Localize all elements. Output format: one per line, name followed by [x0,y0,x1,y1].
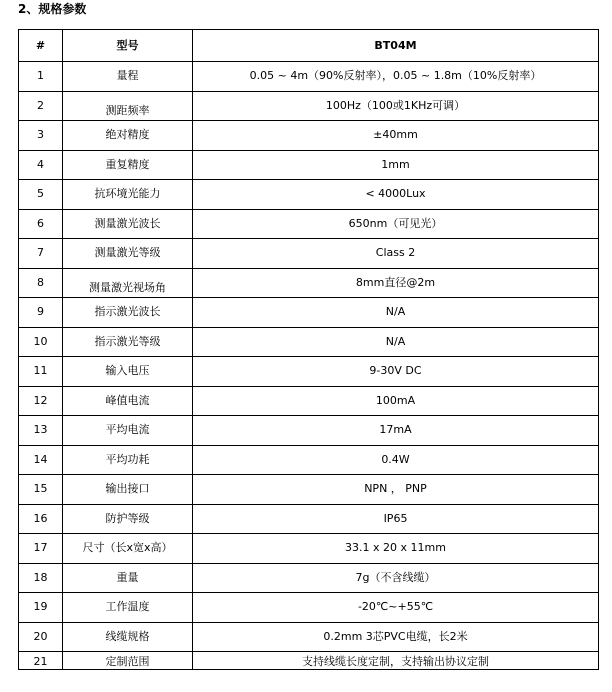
row-name: 指示激光等级 [63,327,193,357]
row-name: 指示激光波长 [63,298,193,328]
row-value: 100Hz（100或1KHz可调） [193,91,599,121]
row-value: < 4000Lux [193,180,599,210]
row-name: 绝对精度 [63,121,193,151]
row-name: 峰值电流 [63,386,193,416]
header-index: # [19,30,63,62]
row-name: 定制范围 [63,652,193,670]
row-name: 尺寸（长x宽x高） [63,534,193,564]
table-header-row [19,30,599,62]
table-row [19,416,599,446]
row-value: 1mm [193,150,599,180]
table-row [19,239,599,269]
table-row [19,475,599,505]
row-value: 支持线缆长度定制，支持输出协议定制 [193,652,599,670]
table-row [19,327,599,357]
row-name: 输入电压 [63,357,193,387]
row-index: 19 [19,593,63,623]
table-row [19,121,599,151]
table-row [19,386,599,416]
row-value: 17mA [193,416,599,446]
row-index: 5 [19,180,63,210]
row-value: N/A [193,327,599,357]
row-value: 8mm直径@2m [193,268,599,298]
row-value: 7g（不含线缆） [193,563,599,593]
row-index: 6 [19,209,63,239]
row-name: 量程 [63,62,193,92]
row-name: 测量激光波长 [63,209,193,239]
row-name: 平均功耗 [63,445,193,475]
row-value: 0.2mm 3芯PVC电缆，长2米 [193,622,599,652]
table-row [19,445,599,475]
row-name: 测量激光视场角 [63,268,193,298]
row-index: 11 [19,357,63,387]
row-index: 20 [19,622,63,652]
row-name: 重复精度 [63,150,193,180]
row-name: 测量激光等级 [63,239,193,269]
row-name: 重量 [63,563,193,593]
row-value: IP65 [193,504,599,534]
row-value: N/A [193,298,599,328]
table-row [19,209,599,239]
table-row [19,62,599,92]
row-index: 14 [19,445,63,475]
table-row [19,180,599,210]
table-row [19,298,599,328]
row-name: 防护等级 [63,504,193,534]
row-value: 650nm（可见光） [193,209,599,239]
row-index: 13 [19,416,63,446]
table-row [19,91,599,121]
row-index: 4 [19,150,63,180]
row-name: 平均电流 [63,416,193,446]
row-index: 12 [19,386,63,416]
table-row [19,357,599,387]
header-model: BT04M [193,30,599,62]
table-row [19,652,599,670]
row-index: 10 [19,327,63,357]
row-name: 测距频率 [63,91,193,121]
row-index: 18 [19,563,63,593]
table-row [19,504,599,534]
row-name: 抗环境光能力 [63,180,193,210]
row-index: 15 [19,475,63,505]
row-value: 9-30V DC [193,357,599,387]
row-index: 1 [19,62,63,92]
table-row [19,622,599,652]
table-row [19,268,599,298]
row-index: 9 [19,298,63,328]
table-row [19,563,599,593]
spec-table [18,29,599,670]
header-name: 型号 [63,30,193,62]
row-value: Class 2 [193,239,599,269]
row-index: 8 [19,268,63,298]
row-value: 0.4W [193,445,599,475]
section-title: 2、规格参数 [18,2,87,16]
row-value: ±40mm [193,121,599,151]
row-index: 7 [19,239,63,269]
table-row [19,150,599,180]
row-value: NPN ， PNP [193,475,599,505]
row-index: 21 [19,652,63,670]
table-row [19,593,599,623]
row-index: 3 [19,121,63,151]
row-name: 工作温度 [63,593,193,623]
row-value: -20℃~+55℃ [193,593,599,623]
row-index: 17 [19,534,63,564]
table-row [19,534,599,564]
row-index: 16 [19,504,63,534]
row-name: 输出接口 [63,475,193,505]
row-value: 33.1 x 20 x 11mm [193,534,599,564]
row-index: 2 [19,91,63,121]
row-value: 100mA [193,386,599,416]
row-name: 线缆规格 [63,622,193,652]
row-value: 0.05 ~ 4m（90%反射率），0.05 ~ 1.8m（10%反射率） [193,62,599,92]
